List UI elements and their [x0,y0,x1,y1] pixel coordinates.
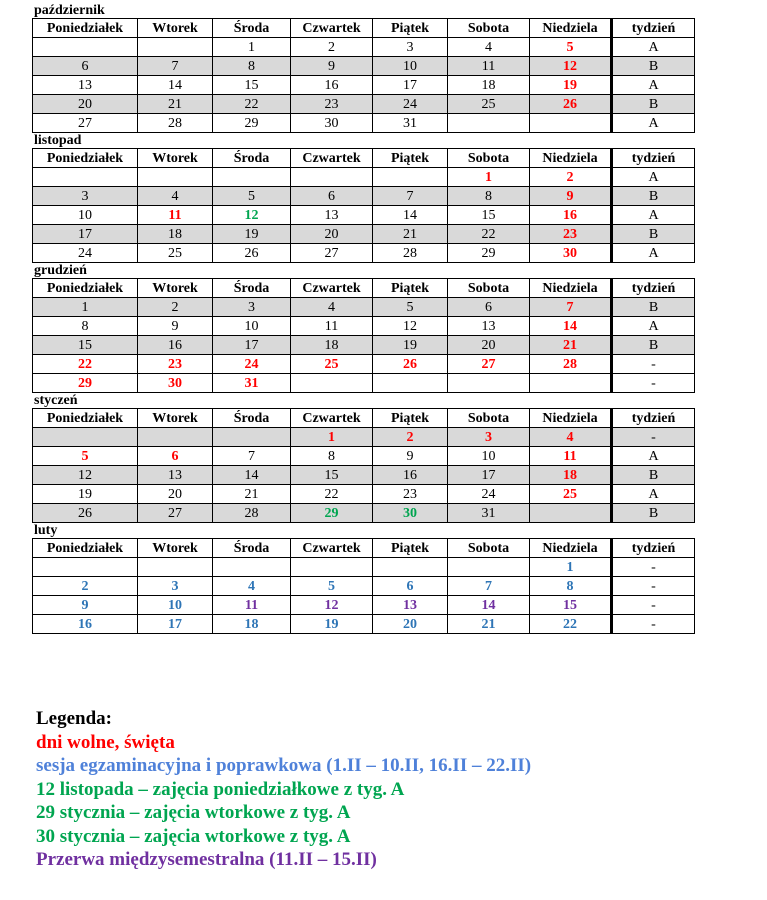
day-cell: 18 [213,615,291,634]
day-cell: 25 [448,95,530,114]
header-row [33,409,695,428]
academic-calendar [32,3,694,634]
day-cell [138,168,213,187]
month-table [32,278,695,393]
day-cell: 9 [33,596,138,615]
day-cell: 4 [213,577,291,596]
day-cell: 4 [530,428,612,447]
header-monday: Poniedziałek [33,19,138,38]
day-cell: 9 [291,57,373,76]
week-type-cell: A [612,244,695,263]
day-cell: 28 [213,504,291,523]
day-cell: 15 [291,466,373,485]
day-cell: 1 [33,298,138,317]
day-cell: 5 [291,577,373,596]
header-tuesday: Wtorek [138,539,213,558]
month-table [32,18,695,133]
week-type-cell: - [612,428,695,447]
day-cell: 26 [33,504,138,523]
day-cell: 31 [373,114,448,133]
day-cell: 12 [33,466,138,485]
week-type-cell: B [612,57,695,76]
day-cell: 5 [530,38,612,57]
header-saturday: Sobota [448,279,530,298]
header-wednesday: Środa [213,149,291,168]
week-type-cell: B [612,336,695,355]
header-saturday: Sobota [448,19,530,38]
legend-item-exam-session: sesja egzaminacyjna i poprawkowa (1.II – 10.II, 16.II – 22.II) [36,755,532,776]
week-type-cell: A [612,114,695,133]
day-cell: 29 [33,374,138,393]
header-wednesday: Środa [213,279,291,298]
month-table [32,148,695,263]
day-cell: 11 [448,57,530,76]
day-cell: 9 [138,317,213,336]
day-cell: 7 [373,187,448,206]
day-cell: 11 [138,206,213,225]
week-row [33,244,695,263]
header-tuesday: Wtorek [138,409,213,428]
day-cell [291,558,373,577]
day-cell: 20 [33,95,138,114]
day-cell: 21 [530,336,612,355]
day-cell: 27 [138,504,213,523]
header-saturday: Sobota [448,409,530,428]
week-row [33,76,695,95]
month-label: październik [34,3,105,18]
day-cell: 12 [213,206,291,225]
day-cell [530,114,612,133]
day-cell: 4 [448,38,530,57]
header-friday: Piątek [373,19,448,38]
day-cell: 23 [291,95,373,114]
day-cell: 20 [448,336,530,355]
week-type-cell: A [612,317,695,336]
day-cell: 10 [138,596,213,615]
day-cell: 30 [373,504,448,523]
week-row [33,615,695,634]
day-cell [448,374,530,393]
header-thursday: Czwartek [291,409,373,428]
header-sunday: Niedziela [530,539,612,558]
header-tuesday: Wtorek [138,19,213,38]
day-cell: 22 [213,95,291,114]
day-cell: 12 [373,317,448,336]
day-cell: 8 [448,187,530,206]
week-row [33,38,695,57]
month-label: styczeń [34,393,78,408]
week-type-cell: A [612,76,695,95]
month-label: listopad [34,133,82,148]
week-row [33,596,695,615]
legend-item-semester-break: Przerwa międzysemestralna (11.II – 15.II) [36,849,377,870]
header-sunday: Niedziela [530,409,612,428]
day-cell: 15 [33,336,138,355]
week-type-cell: - [612,596,695,615]
day-cell: 30 [291,114,373,133]
day-cell: 29 [213,114,291,133]
day-cell: 3 [33,187,138,206]
day-cell: 5 [373,298,448,317]
day-cell: 22 [291,485,373,504]
day-cell: 8 [33,317,138,336]
day-cell: 11 [213,596,291,615]
day-cell: 13 [138,466,213,485]
day-cell: 28 [138,114,213,133]
header-tuesday: Wtorek [138,279,213,298]
week-type-cell: B [612,225,695,244]
day-cell: 8 [291,447,373,466]
day-cell: 30 [138,374,213,393]
day-cell: 21 [138,95,213,114]
day-cell: 28 [373,244,448,263]
legend-item-jan-30: 30 stycznia – zajęcia wtorkowe z tyg. A [36,825,351,847]
day-cell: 15 [213,76,291,95]
day-cell: 6 [448,298,530,317]
day-cell: 29 [291,504,373,523]
week-row [33,114,695,133]
month-label: grudzień [34,263,87,278]
week-row [33,577,695,596]
header-week: tydzień [612,149,695,168]
day-cell: 1 [291,428,373,447]
week-type-cell: - [612,374,695,393]
day-cell: 7 [448,577,530,596]
week-type-cell: B [612,466,695,485]
header-thursday: Czwartek [291,149,373,168]
day-cell: 18 [530,466,612,485]
day-cell: 27 [448,355,530,374]
day-cell: 28 [530,355,612,374]
day-cell [213,558,291,577]
header-monday: Poniedziałek [33,409,138,428]
week-type-cell: B [612,298,695,317]
day-cell: 22 [33,355,138,374]
day-cell: 21 [373,225,448,244]
day-cell: 23 [373,485,448,504]
day-cell: 16 [138,336,213,355]
day-cell: 17 [448,466,530,485]
day-cell: 31 [213,374,291,393]
day-cell: 4 [138,187,213,206]
day-cell: 18 [138,225,213,244]
day-cell: 24 [448,485,530,504]
day-cell: 19 [213,225,291,244]
day-cell: 3 [213,298,291,317]
day-cell [33,38,138,57]
day-cell: 22 [448,225,530,244]
day-cell [373,558,448,577]
day-cell: 15 [530,596,612,615]
day-cell [530,504,612,523]
header-thursday: Czwartek [291,19,373,38]
day-cell: 9 [373,447,448,466]
day-cell: 3 [373,38,448,57]
day-cell: 21 [213,485,291,504]
day-cell [138,38,213,57]
header-saturday: Sobota [448,539,530,558]
day-cell: 1 [530,558,612,577]
week-type-cell: A [612,168,695,187]
day-cell [448,558,530,577]
header-thursday: Czwartek [291,279,373,298]
day-cell: 14 [213,466,291,485]
day-cell: 14 [530,317,612,336]
day-cell [33,428,138,447]
header-row [33,539,695,558]
day-cell: 14 [138,76,213,95]
day-cell [291,168,373,187]
week-row [33,355,695,374]
day-cell [530,374,612,393]
day-cell: 19 [530,76,612,95]
week-type-cell: - [612,558,695,577]
legend-title: Legenda: [36,708,112,729]
day-cell: 20 [138,485,213,504]
week-row [33,317,695,336]
day-cell: 7 [213,447,291,466]
day-cell: 17 [138,615,213,634]
day-cell: 18 [448,76,530,95]
day-cell: 17 [373,76,448,95]
header-week: tydzień [612,539,695,558]
day-cell: 8 [213,57,291,76]
header-friday: Piątek [373,409,448,428]
day-cell: 2 [373,428,448,447]
day-cell: 10 [213,317,291,336]
header-saturday: Sobota [448,149,530,168]
week-row [33,336,695,355]
legend-item-nov-12: 12 listopada – zajęcia poniedziałkowe z tyg. A [36,778,405,800]
day-cell: 8 [530,577,612,596]
week-type-cell: A [612,447,695,466]
day-cell [291,374,373,393]
day-cell: 6 [33,57,138,76]
week-row [33,57,695,76]
day-cell: 2 [33,577,138,596]
day-cell: 25 [291,355,373,374]
day-cell [138,558,213,577]
month-table [32,408,695,523]
legend-item-holidays: dni wolne, święta [36,731,175,753]
day-cell: 24 [33,244,138,263]
day-cell: 13 [448,317,530,336]
day-cell: 30 [530,244,612,263]
day-cell: 25 [138,244,213,263]
week-type-cell: B [612,504,695,523]
day-cell [373,168,448,187]
legend-item-jan-29: 29 stycznia – zajęcia wtorkowe z tyg. A [36,802,351,823]
week-row [33,225,695,244]
day-cell: 2 [291,38,373,57]
day-cell: 10 [448,447,530,466]
header-week: tydzień [612,279,695,298]
legend [36,707,531,872]
day-cell: 23 [138,355,213,374]
day-cell: 19 [291,615,373,634]
day-cell: 22 [530,615,612,634]
day-cell: 24 [213,355,291,374]
header-week: tydzień [612,19,695,38]
day-cell [448,114,530,133]
header-row [33,149,695,168]
day-cell [373,374,448,393]
day-cell: 12 [291,596,373,615]
day-cell: 16 [530,206,612,225]
header-sunday: Niedziela [530,149,612,168]
header-row [33,19,695,38]
week-row [33,428,695,447]
week-row [33,206,695,225]
day-cell: 9 [530,187,612,206]
week-row [33,374,695,393]
month-table [32,538,695,634]
week-row [33,298,695,317]
week-type-cell: A [612,485,695,504]
day-cell: 27 [291,244,373,263]
header-row [33,279,695,298]
day-cell: 21 [448,615,530,634]
day-cell: 14 [448,596,530,615]
day-cell [213,168,291,187]
header-monday: Poniedziałek [33,149,138,168]
header-sunday: Niedziela [530,279,612,298]
day-cell: 3 [448,428,530,447]
header-week: tydzień [612,409,695,428]
day-cell [33,558,138,577]
month-label: luty [34,523,58,538]
week-type-cell: B [612,187,695,206]
day-cell: 5 [33,447,138,466]
day-cell: 11 [291,317,373,336]
header-friday: Piątek [373,539,448,558]
day-cell: 3 [138,577,213,596]
day-cell: 17 [33,225,138,244]
day-cell: 16 [33,615,138,634]
day-cell: 26 [373,355,448,374]
day-cell: 14 [373,206,448,225]
header-wednesday: Środa [213,409,291,428]
day-cell: 6 [291,187,373,206]
day-cell: 19 [33,485,138,504]
week-row [33,95,695,114]
day-cell: 7 [530,298,612,317]
week-row [33,485,695,504]
day-cell: 1 [448,168,530,187]
day-cell: 5 [213,187,291,206]
day-cell: 10 [33,206,138,225]
day-cell [33,168,138,187]
day-cell: 11 [530,447,612,466]
day-cell: 20 [291,225,373,244]
day-cell: 2 [530,168,612,187]
week-row [33,447,695,466]
week-row [33,466,695,485]
day-cell: 13 [373,596,448,615]
day-cell: 13 [291,206,373,225]
header-monday: Poniedziałek [33,539,138,558]
day-cell: 15 [448,206,530,225]
day-cell: 13 [33,76,138,95]
week-type-cell: - [612,615,695,634]
header-sunday: Niedziela [530,19,612,38]
day-cell: 31 [448,504,530,523]
day-cell: 19 [373,336,448,355]
day-cell [138,428,213,447]
day-cell: 23 [530,225,612,244]
header-wednesday: Środa [213,539,291,558]
week-type-cell: - [612,355,695,374]
day-cell: 24 [373,95,448,114]
day-cell: 6 [373,577,448,596]
week-type-cell: B [612,95,695,114]
week-type-cell: A [612,206,695,225]
day-cell: 29 [448,244,530,263]
day-cell: 6 [138,447,213,466]
day-cell: 7 [138,57,213,76]
week-row [33,187,695,206]
header-friday: Piątek [373,279,448,298]
day-cell: 16 [291,76,373,95]
header-tuesday: Wtorek [138,149,213,168]
day-cell: 25 [530,485,612,504]
header-thursday: Czwartek [291,539,373,558]
day-cell: 18 [291,336,373,355]
day-cell: 17 [213,336,291,355]
day-cell: 4 [291,298,373,317]
header-friday: Piątek [373,149,448,168]
day-cell: 26 [530,95,612,114]
header-wednesday: Środa [213,19,291,38]
day-cell: 27 [33,114,138,133]
day-cell: 20 [373,615,448,634]
day-cell: 10 [373,57,448,76]
day-cell: 1 [213,38,291,57]
day-cell [213,428,291,447]
header-monday: Poniedziałek [33,279,138,298]
day-cell: 12 [530,57,612,76]
week-row [33,558,695,577]
week-type-cell: - [612,577,695,596]
week-row [33,504,695,523]
week-row [33,168,695,187]
day-cell: 26 [213,244,291,263]
day-cell: 16 [373,466,448,485]
week-type-cell: A [612,38,695,57]
day-cell: 2 [138,298,213,317]
